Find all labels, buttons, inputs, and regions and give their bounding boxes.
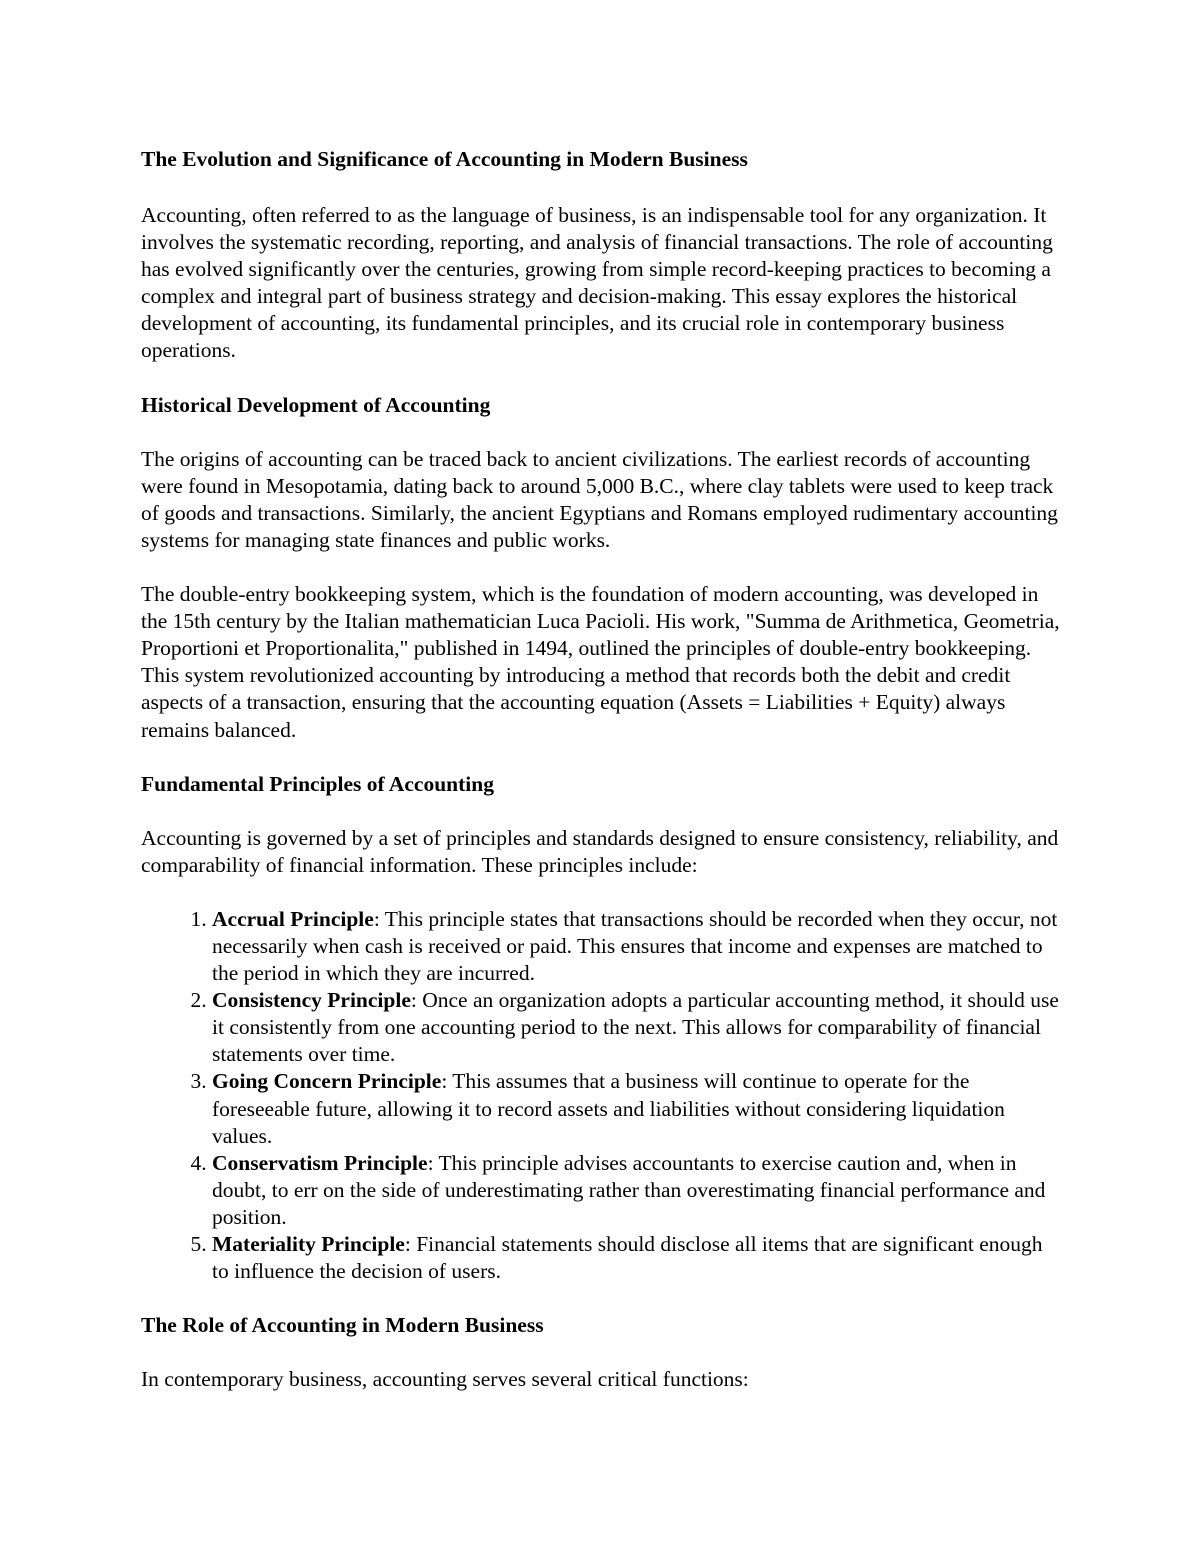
history-paragraph-2: The double-entry bookkeeping system, which is the foundation of modern accounting, was developed in the 15th century by the Italian mathematician Luca Pacioli. His work, "Summa de Arithmetica, Geometria, Proportioni et Proportionalita," published in 1494, outlined the principles of double-entry bookkeeping. This system revolutionized accounting by introducing a method that records both the debit and credit aspects of a transaction, ensuring that the accounting equation (Assets = Liabilities + Equity) always remains balanced. — [141, 582, 1060, 742]
document-title: The Evolution and Significance of Accounting in Modern Business — [141, 147, 748, 171]
principle-term: Going Concern Principle — [212, 1069, 442, 1094]
principle-description: : Once an organization adopts a particular accounting method, it should use it consistently from one accounting period to the next. This allows for comparability of financial statements over time. — [212, 988, 1059, 1067]
principle-term: Materiality Principle — [212, 1232, 405, 1256]
list-item — [212, 1068, 1061, 1149]
section-heading-role: The Role of Accounting in Modern Business — [141, 1313, 544, 1338]
document-body — [141, 143, 1061, 1420]
role-intro-paragraph: In contemporary business, accounting serves several critical functions: — [141, 1367, 749, 1392]
section-heading-principles: Fundamental Principles of Accounting — [141, 771, 494, 796]
principle-term: Consistency Principle — [212, 988, 411, 1013]
principle-description: : Financial statements should disclose all items that are significant enough to influence the decision of users. — [212, 1232, 1043, 1284]
list-item — [212, 1231, 1061, 1285]
intro-paragraph: Accounting, often referred to as the language of business, is an indispensable tool for any organization. It involves the systematic recording, reporting, and analysis of financial transactions. The role of accounting has evolved significantly over the centuries, growing from simple record-keeping practices to becoming a complex and integral part of business strategy and decision-making. This essay explores the historical development of accounting, its fundamental principles, and its crucial role in contemporary business operations. — [141, 203, 1053, 363]
list-item — [212, 906, 1061, 987]
principles-list — [141, 906, 1061, 1285]
list-item — [212, 1150, 1061, 1231]
principle-description: : This principle states that transactions should be recorded when they occur, not necessarily when cash is received or paid. This ensures that income and expenses are matched to the period in which they are incurred. — [212, 906, 1058, 986]
principle-description: : This assumes that a business will continue to operate for the foreseeable future, allowing it to record assets and liabilities without considering liquidation values. — [212, 1069, 1005, 1148]
principle-term: Accrual Principle — [212, 906, 374, 931]
principle-term: Conservatism Principle — [212, 1150, 428, 1175]
history-paragraph-1: The origins of accounting can be traced back to ancient civilizations. The earliest records of accounting were found in Mesopotamia, dating back to around 5,000 B.C., where clay tablets were used to keep track of goods and transactions. Similarly, the ancient Egyptians and Romans employed rudimentary accounting systems for managing state finances and public works. — [141, 446, 1058, 552]
principles-intro-paragraph: Accounting is governed by a set of principles and standards designed to ensure consistency, reliability, and comparability of financial information. These principles include: — [141, 825, 1059, 877]
principle-description: : This principle advises accountants to exercise caution and, when in doubt, to err on the side of underestimating rather than overestimating financial performance and position. — [212, 1150, 1046, 1229]
section-heading-history: Historical Development of Accounting — [141, 392, 491, 417]
list-item — [212, 987, 1061, 1068]
